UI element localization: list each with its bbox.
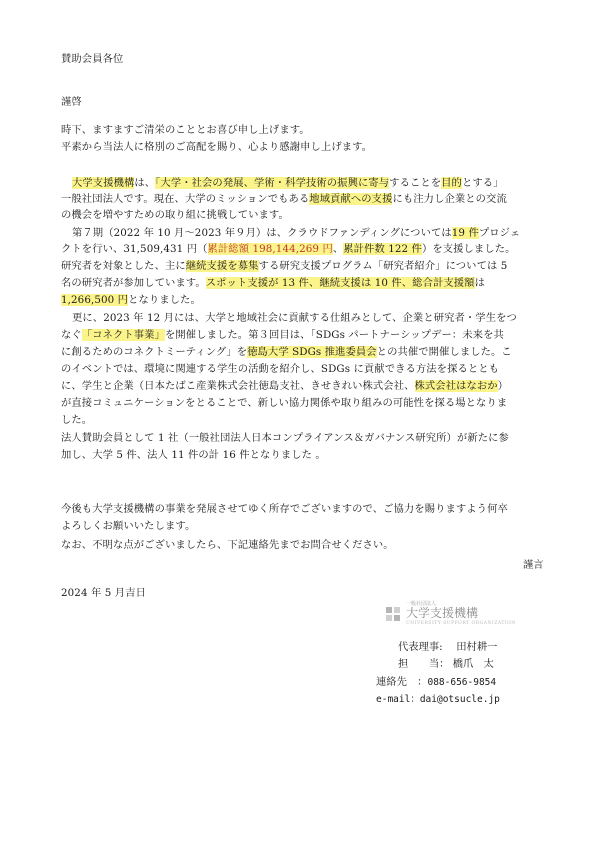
period-line-2: クトを行い、31,509,431 円（累計総額 198,144,269 円、累計件数 122 件）を支援しました。 xyxy=(61,243,516,255)
events-line-3: に創るためのコネクトミーティング」を徳島大学 SDGs 推進委員会との共催で開催しました。こ xyxy=(61,346,512,358)
org-name-highlight: 大学支援機構 xyxy=(72,177,135,189)
events-line-1: 更に、2023 年 12 月には、大学と地域社会に貢献する仕組みとして、企業と研究者・学生をつ xyxy=(72,312,517,324)
events-line-6: が直接コミュニケーションをとることで、新しい協力関係や取り組みの可能性を探る場となりま xyxy=(61,397,508,409)
org-logo xyxy=(385,601,516,626)
events-line-2: なぐ「コネクト事業」を開催しました。第３回目は、「SDGs パートナーシップデー：未来を共 xyxy=(61,329,504,341)
greeting-line-1: 時下、ますますご清栄のこととお喜び申し上げます。 xyxy=(61,124,310,136)
intro-line-1: 大学支援機構は、「大学・社会の発展、学術・科学技術の振興に寄与することを目的とする」 xyxy=(72,177,504,189)
period-line-5: 1,266,500 円となりました。 xyxy=(61,294,201,306)
events-line-7: した。 xyxy=(61,414,93,426)
members-line-2: 加し、大学 5 件、法人 11 件の計 16 件となりました 。 xyxy=(61,449,326,461)
closing-word: 謹言 xyxy=(523,559,544,571)
date: 2024 年 5 月吉日 xyxy=(61,587,146,599)
closing-line-3: なお、不明な点がございましたら、下記連絡先までお問合せください。 xyxy=(61,539,394,551)
signature-staff: 担 当： 橋爪 太 xyxy=(398,658,494,670)
purpose-highlight: 「大学・社会の発展、学術・科学技術の振興に寄与 xyxy=(155,177,390,189)
signature-representative: 代表理事: 田村耕一 xyxy=(398,641,498,653)
greeting-line-2: 平素から当法人に格別のご高配を賜り、心より感謝申し上げます。 xyxy=(61,141,373,153)
events-line-4: のイベントでは、環境に関連する学生の活動を紹介し、SDGs に貢献できる方法を探るととも xyxy=(61,363,500,375)
members-line-1: 法人賛助会員として 1 社（一般社団法人日本コンプライアンス＆ガバナンス研究所）が新たに参 xyxy=(61,432,509,444)
salutation: 賛助会員各位 xyxy=(61,53,124,65)
logo-name: 大学支援機構 xyxy=(406,606,479,620)
signature-email: e-mail：dai@otsucle.jp xyxy=(376,694,500,705)
period-line-4: 名の研究者が参加しています。スポット支援が 13 件、継続支援は 10 件、総合計支援額は xyxy=(61,277,485,289)
logo-small-text: 一般社団法人 xyxy=(406,601,437,607)
opening-word: 謹啓 xyxy=(61,96,82,108)
logo-subtitle: UNIVERSITY SUPPORT ORGANIZATION xyxy=(406,621,516,626)
closing-line-2: よろしくお願いいたします。 xyxy=(61,520,196,532)
intro-line-2: 一般社団法人です。現在、大学のミッションでもある地域貢献への支援にも注力し企業との交流 xyxy=(61,193,507,205)
closing-line-1: 今後も大学支援機構の事業を発展させてゆく所存でございますので、ご協力を賜りますよう何卒 xyxy=(61,503,508,515)
signature-phone: 連絡先 ：088-656-9854 xyxy=(376,676,497,688)
period-line-3: 研究者を対象とした、主に継続支援を募集する研究支援プログラム「研究者紹介」については 5 xyxy=(61,260,508,272)
intro-line-3: の機会を増やすための取り組に挑戦しています。 xyxy=(61,209,289,221)
events-line-5: に、学生と企業（日本たばこ産業株式会社徳島支社、きせきれい株式会社、株式会社はなおか） xyxy=(61,380,509,392)
period-line-1: 第７期（2022 年 10 月～2023 年９月）は、クラウドファンディングについては19 件プロジェ xyxy=(72,227,521,239)
logo-mark-icon xyxy=(385,606,401,622)
